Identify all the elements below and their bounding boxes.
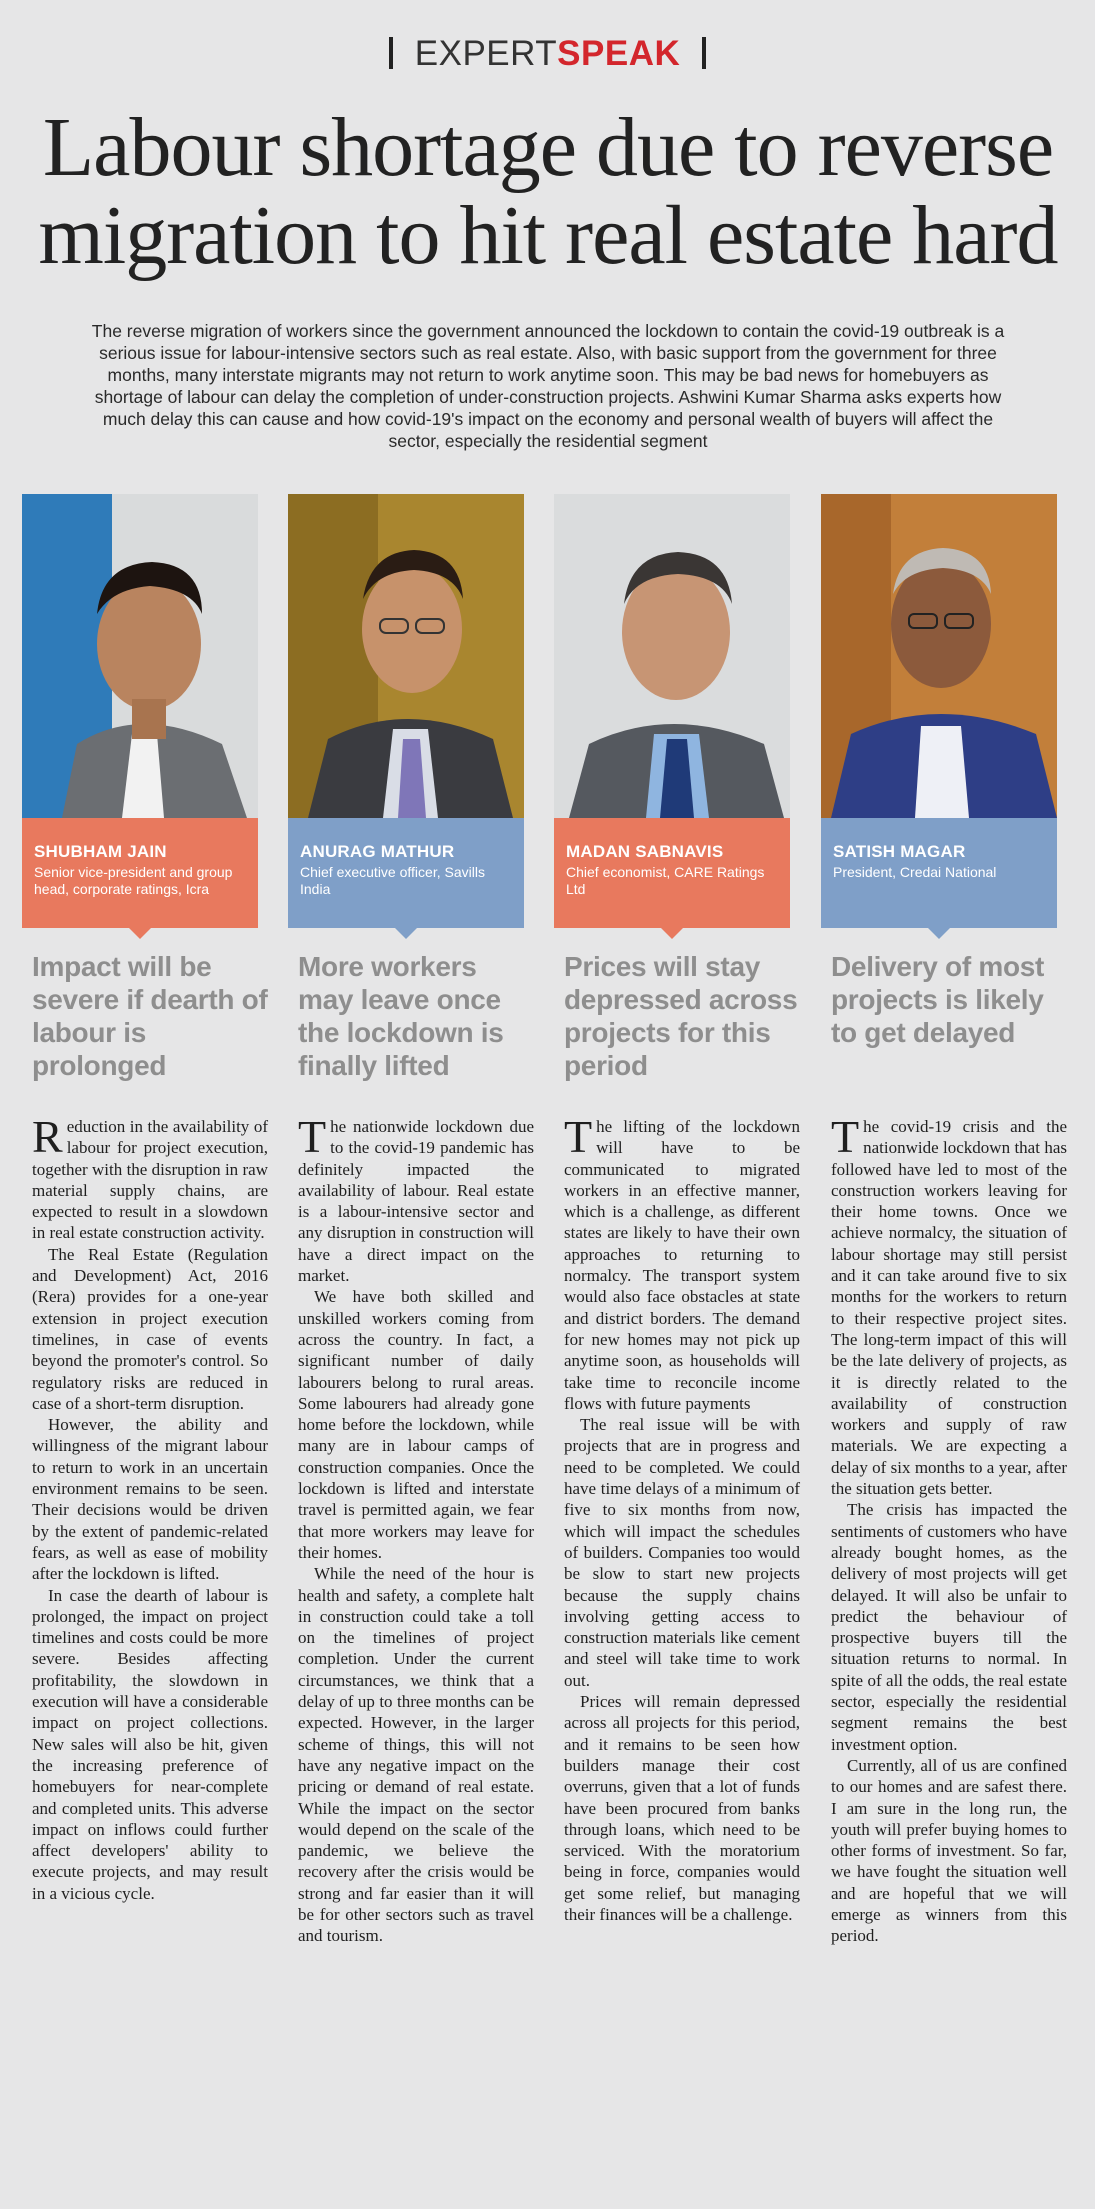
quote-paragraph: We have both skilled and unskilled workers coming from across the country. In fact, a significant number of daily labourers belong to rural areas. Some labourers had already gone home before the lockdown, while many are in labour camps of construction companies. Once the lockdown is lifted and interstate travel is permitted again, we fear that more workers may leave for their homes. [298,1287,534,1562]
expert-title: Senior vice-president and group head, corporate ratings, Icra [34,864,233,897]
band-pointer [928,928,950,939]
kicker-speak: SPEAK [557,34,681,73]
expert-name-band [821,818,1057,928]
expert-title: Chief economist, CARE Ratings Ltd [566,864,765,897]
kicker-expert: EXPERT [414,34,558,73]
headline-line: migration to hit real estate hard [38,189,1058,282]
expert-subhead: More workers may leave once the lockdown is finally lifted [298,951,504,1081]
expert-name-band [288,818,524,928]
expert-subhead: Prices will stay depressed across projects for this period [564,951,798,1081]
quote-paragraph: The crisis has impacted the sentiments of customers who have already bought homes, as the delivery of most projects will get delayed. It will also be unfair to predict the behaviour of prospective buyers till the situation returns to normal. In spite of all the odds, the real estate sector, especially the residential segment remains the best investment option. [831,1500,1067,1754]
quote-paragraph: While the need of the hour is health and safety, a complete halt in construction could take a toll on the timelines of project completion. Under the current circumstances, we think that a delay of up to three months can be expected. However, in the larger scheme of things, this will not have any negative impact on the pricing or demand of real estate. While the impact on the sector would depend on the scale of the pandemic, we believe the recovery after the crisis would be strong and far easier than it will be for other sectors such as travel and tourism. [298,1564,534,1946]
expert-name: SATISH MAGAR [833,842,966,861]
expert-title: President, Credai National [833,864,997,880]
band-pointer [395,928,417,939]
expert-photo [22,494,258,818]
quote-paragraph: Currently, all of us are confined to our homes and are safest there. I am sure in the long run, the youth will prefer buying homes to other forms of investment. So far, we have fought the situation well and are hopeful that we will emerge as winners from this period. [831,1755,1067,1946]
expert-quote [831,1111,1067,1947]
quote-paragraph: Prices will remain depressed across all projects for this period, and it remains to be seen how builders manage their cost overruns, given that a lot of funds have been procured from banks through loans, which need to be serviced. With the moratorium being in force, companies would get some relief, but managing their finances will be a challenge. [564,1692,800,1924]
drop-cap: T [564,1111,593,1162]
headline-line: Labour shortage due to reverse [42,101,1054,194]
quote-paragraph: The Real Estate (Regulation and Development) Act, 2016 (Rera) provides for a one-year extension in project execution timelines, in case of events beyond the promoter's control. So regulatory risks are reduced in case of a short-term disruption. [32,1244,268,1413]
quote-paragraph: eduction in the availability of labour for project execution, together with the disruption in raw material supply chains, are expected to result in a slowdown in real estate construction activity. [32,1117,268,1243]
quote-paragraph: In case the dearth of labour is prolonged, the impact on project timelines and costs could be more severe. Besides affecting profitability, the slowdown in execution will have a considerable impact on project collections. New sales will also be hit, given the increasing preference of homebuyers for near-complete and completed units. This adverse impact on inflows could further affect developers' ability to execute projects, and may result in a vicious cycle. [32,1585,268,1903]
band-pointer [129,928,151,939]
expert-quote [32,1111,268,1904]
drop-cap: R [32,1111,63,1162]
standfirst: The reverse migration of workers since the government announced the lockdown to contain the covid-19 outbreak is a serious issue for labour-intensive sectors such as real estate. Also, with basic support from the government for three months, many interstate migrants may not return to work anytime soon. This may be bad news for homebuyers as shortage of labour can delay the completion of under-construction projects. Ashwini Kumar Sharma asks experts how much delay this can cause and how covid-19's impact on the economy and personal wealth of buyers will affect the sector, especially the residential segment [91,321,1005,451]
expert-title: Chief executive officer, Savills India [300,864,485,897]
expert-name-band [554,818,790,928]
quote-paragraph: However, the ability and willingness of the migrant labour to return to work in an uncertain environment remains to be seen. Their decisions would be driven by the extent of pandemic-related fears, as well as ease of mobility after the lockdown is lifted. [32,1415,268,1584]
expert-subhead: Impact will be severe if dearth of labour is prolonged [32,951,268,1081]
quote-paragraph: he nationwide lockdown due to the covid-19 pandemic has definitely impacted the availability of labour. Real estate is a labour-intensive sector and any disruption in construction will have a direct impact on the market. [298,1117,534,1286]
expert-photo [821,494,1057,818]
drop-cap: T [298,1111,327,1162]
quote-paragraph: he covid-19 crisis and the nationwide lockdown that has followed have led to most of the construction workers leaving for their home towns. Once we achieve normalcy, the situation of labour shortage may still persist and it can take around five to six months for the workers to return to their respective project sites. The long-term impact of this will be the late delivery of projects, as it is directly related to the availability of construction workers and supply of raw materials. We are expecting a delay of six months to a year, after the situation gets better. [831,1117,1067,1499]
expert-name: SHUBHAM JAIN [34,842,167,861]
expert-name: ANURAG MATHUR [300,842,455,861]
drop-cap: T [831,1111,860,1162]
band-pointer [661,928,683,939]
headline [28,101,1068,282]
article-page [8,8,1087,2193]
expert-name-band [22,818,258,928]
section-kicker [8,34,1087,74]
expert-photo [288,494,524,818]
expert-name: MADAN SABNAVIS [566,842,724,861]
divider [702,37,706,69]
expert-quote [298,1111,534,1947]
divider [389,37,393,69]
quote-paragraph: The real issue will be with projects that are in progress and need to be completed. We could have time delays of a minimum of five to six months from now, which will impact the schedules of builders. Companies too would be slow to start new projects because the supply chains involving getting access to construction materials like cement and steel will take time to work out. [564,1415,800,1690]
quote-paragraph: he lifting of the lockdown will have to be communicated to migrated workers in an effective manner, which is a challenge, as different states are likely to have their own approaches to returning to normalcy. The transport system would also face obstacles at state and district borders. The demand for new homes may not pick up anytime soon, as households will take time to reconcile income flows with future payments [564,1117,800,1413]
expert-subhead: Delivery of most projects is likely to get delayed [831,951,1045,1048]
expert-photo [554,494,790,818]
expert-quote [564,1111,800,1925]
